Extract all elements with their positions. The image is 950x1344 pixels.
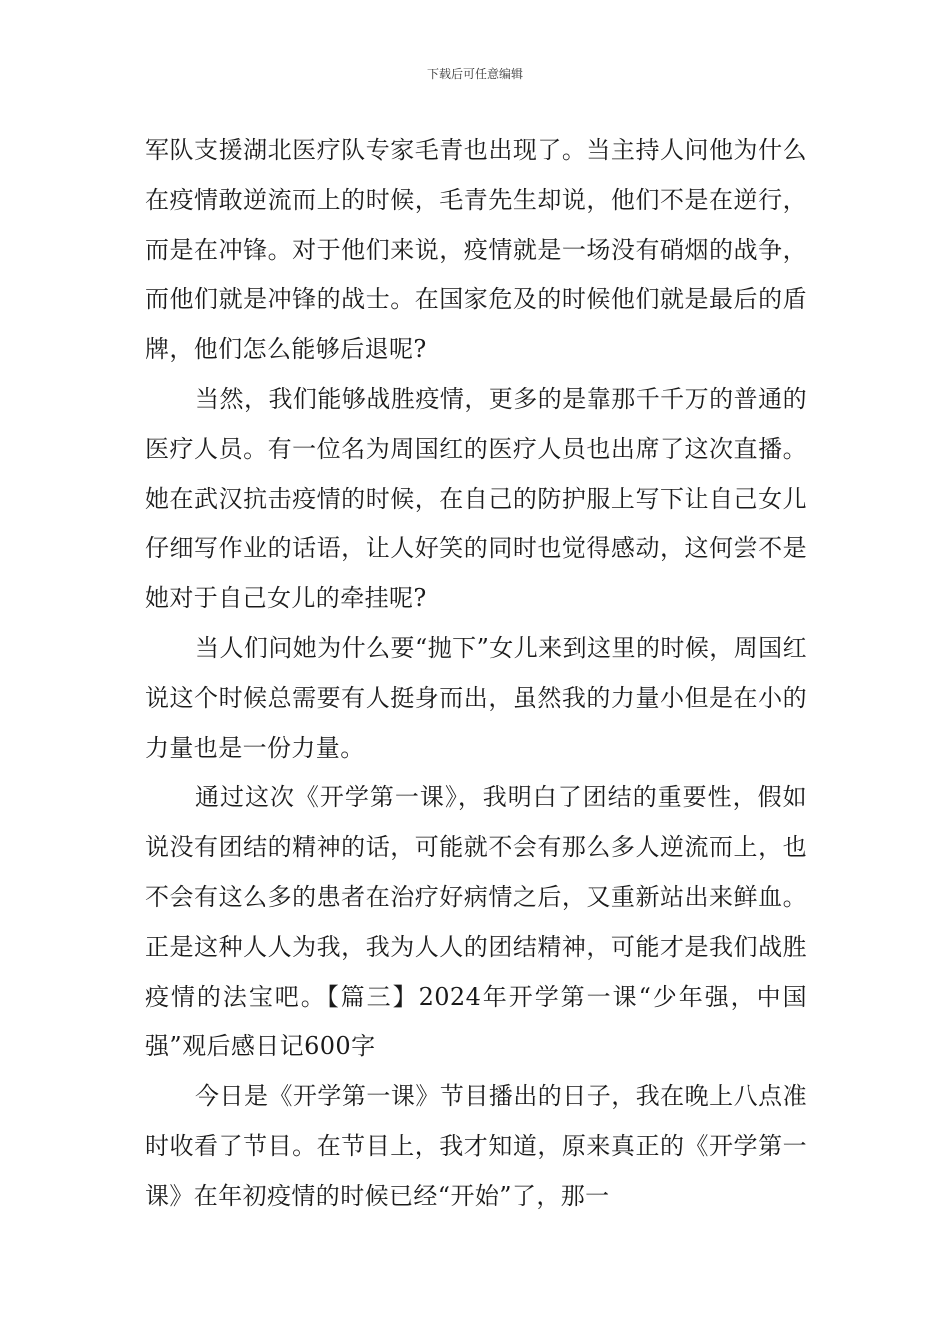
paragraph-4: 通过这次《开学第一课》，我明白了团结的重要性，假如说没有团结的精神的话，可能就不会有那么多人逆流而上，也不会有这么多的患者在治疗好病情之后，又重新站出来鲜血。正是这种人人为我，我为人人的团结精神，可能才是我们战胜疫情的法宝吧。【篇三】2024年开学第一课“少年强，中国强”观后感日记600字: [145, 783, 807, 1061]
paragraph-5: 今日是《开学第一课》节目播出的日子，我在晚上八点准时收看了节目。在节目上，我才知道，原来真正的《开学第一课》在年初疫情的时候已经“开始”了，那一: [145, 1082, 807, 1210]
paragraph-2: 当然，我们能够战胜疫情，更多的是靠那千千万的普通的医疗人员。有一位名为周国红的医疗人员也出席了这次直播。她在武汉抗击疫情的时候，在自己的防护服上写下让自己女儿仔细写作业的话语，让人好笑的同时也觉得感动，这何尝不是她对于自己女儿的牵挂呢?: [145, 384, 807, 613]
paragraph-1: 军队支援湖北医疗队专家毛青也出现了。当主持人问他为什么在疫情敢逆流而上的时候，毛青先生却说，他们不是在逆行，而是在冲锋。对于他们来说，疫情就是一场没有硝烟的战争，而他们就是冲锋的战士。在国家危及的时候他们就是最后的盾牌，他们怎么能够后退呢?: [145, 136, 807, 364]
paragraph-3: 当人们问她为什么要“抛下”女儿来到这里的时候，周国红说这个时候总需要有人挺身而出，虽然我的力量小但是在小的力量也是一份力量。: [145, 633, 807, 762]
page-header-note: 下载后可任意编辑: [426, 67, 523, 81]
document-body: [145, 126, 807, 1222]
